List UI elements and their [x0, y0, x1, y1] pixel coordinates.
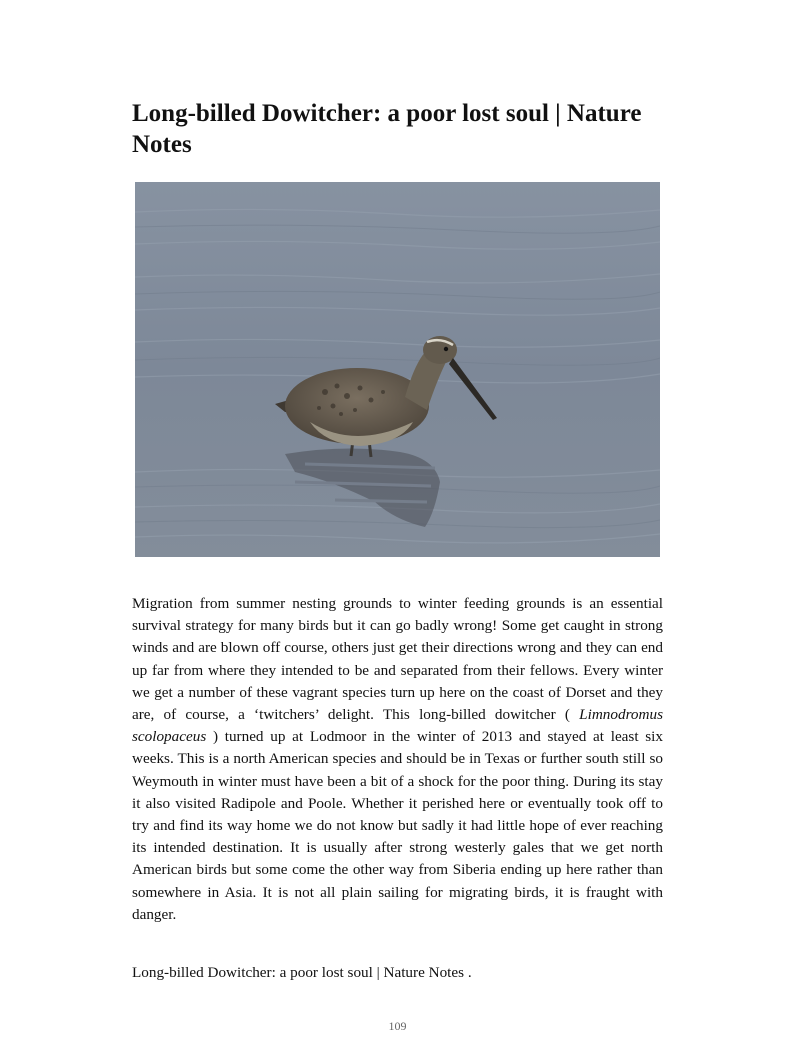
page-number: 109 [388, 1019, 407, 1033]
source-link[interactable]: Long-billed Dowitcher: a poor lost soul | Nature Notes . [132, 964, 472, 981]
article-body-part-2: ) turned up at Lodmoor in the winter of 2013 and stayed at least six weeks. This is a north American species and should be in Texas or further south still so Weymouth in winter must have been a bit of a shock for the poor thing. During its stay it also visited Radipole and Poole. Whether it perished here or eventually took off to try and find its way home we do not know but sadly it had little hope of ever reaching its intended destination. It is usually after strong westerly gales that we get north American birds but some come the other way from Siberia ending up here rather than somewhere in Asia. It is not all plain sailing for migrating birds, it is fraught with danger. [132, 728, 663, 923]
article-body [132, 593, 663, 926]
scientific-name: Limnodromus scolopaceus [132, 706, 663, 746]
dowitcher-photo [135, 182, 660, 557]
article-body-part-1: Migration from summer nesting grounds to winter feeding grounds is an essential survival strategy for many birds but it can go badly wrong! Some get caught in strong winds and are blown off course, others just get their directions wrong and they can end up far from where they intended to be and separated from their fellows. Every winter we get a number of these vagrant species turn up here on the coast of Dorset and they are, of course, a ‘twitchers’ delight. This long-billed dowitcher ( [132, 595, 663, 724]
dowitcher-photo-illustration [135, 182, 660, 557]
article-title: Long-billed Dowitcher: a poor lost soul | Nature Notes [132, 100, 642, 158]
